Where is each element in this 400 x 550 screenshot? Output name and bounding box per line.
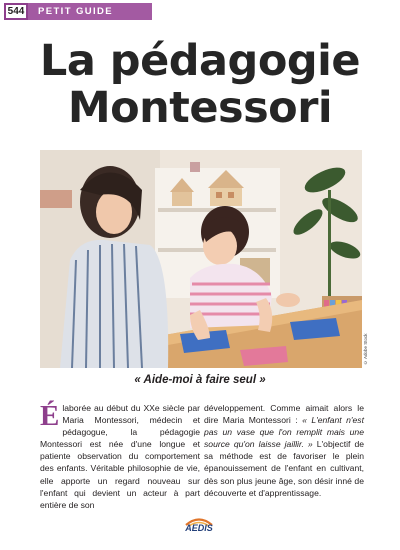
cover-photo (40, 150, 362, 368)
body-column-left (40, 402, 200, 511)
body-text-left: laborée au début du XXe siècle par Maria Montessori, médecin et pédagogue, la pédagogie Montessori est née d'une longue et patiente observation du comportement des enfants. Véritable philosophie de vie, elle apporte un regard nouveau sur l'enfant qui devient un acteur à part entière de son (40, 403, 200, 510)
publisher-logo (182, 516, 216, 538)
photo-illustration (40, 150, 362, 368)
publisher-name: AEDIS (185, 523, 213, 533)
body-paragraph-right (204, 402, 364, 499)
photo-caption: « Aide-moi à faire seul » (134, 374, 266, 386)
drop-cap: É (40, 400, 60, 432)
body-text-right-start: développement. Comme aimait alors le dire Maria Montessori : (204, 403, 364, 426)
page-title (0, 38, 400, 132)
body-text-right-end: L'objectif de sa méthode est de favoriser le plein épanouissement de l'enfant en cultivant, dès son plus jeune âge, son désir inné de découverte et d'apprentissage. (204, 439, 365, 498)
body-column-right (204, 402, 364, 499)
series-number: 544 (4, 3, 28, 20)
title-line-1: La pédagogie (39, 36, 361, 86)
title-line-2: Montessori (67, 83, 333, 133)
photo-credit: © Adobe Stock (363, 333, 368, 365)
series-header (0, 0, 400, 23)
montessori-quote: « L'enfant n'est pas un vase que l'on remplit mais une source qu'on laisse jaillir. » (204, 415, 364, 450)
series-name: PETIT GUIDE (28, 3, 152, 20)
